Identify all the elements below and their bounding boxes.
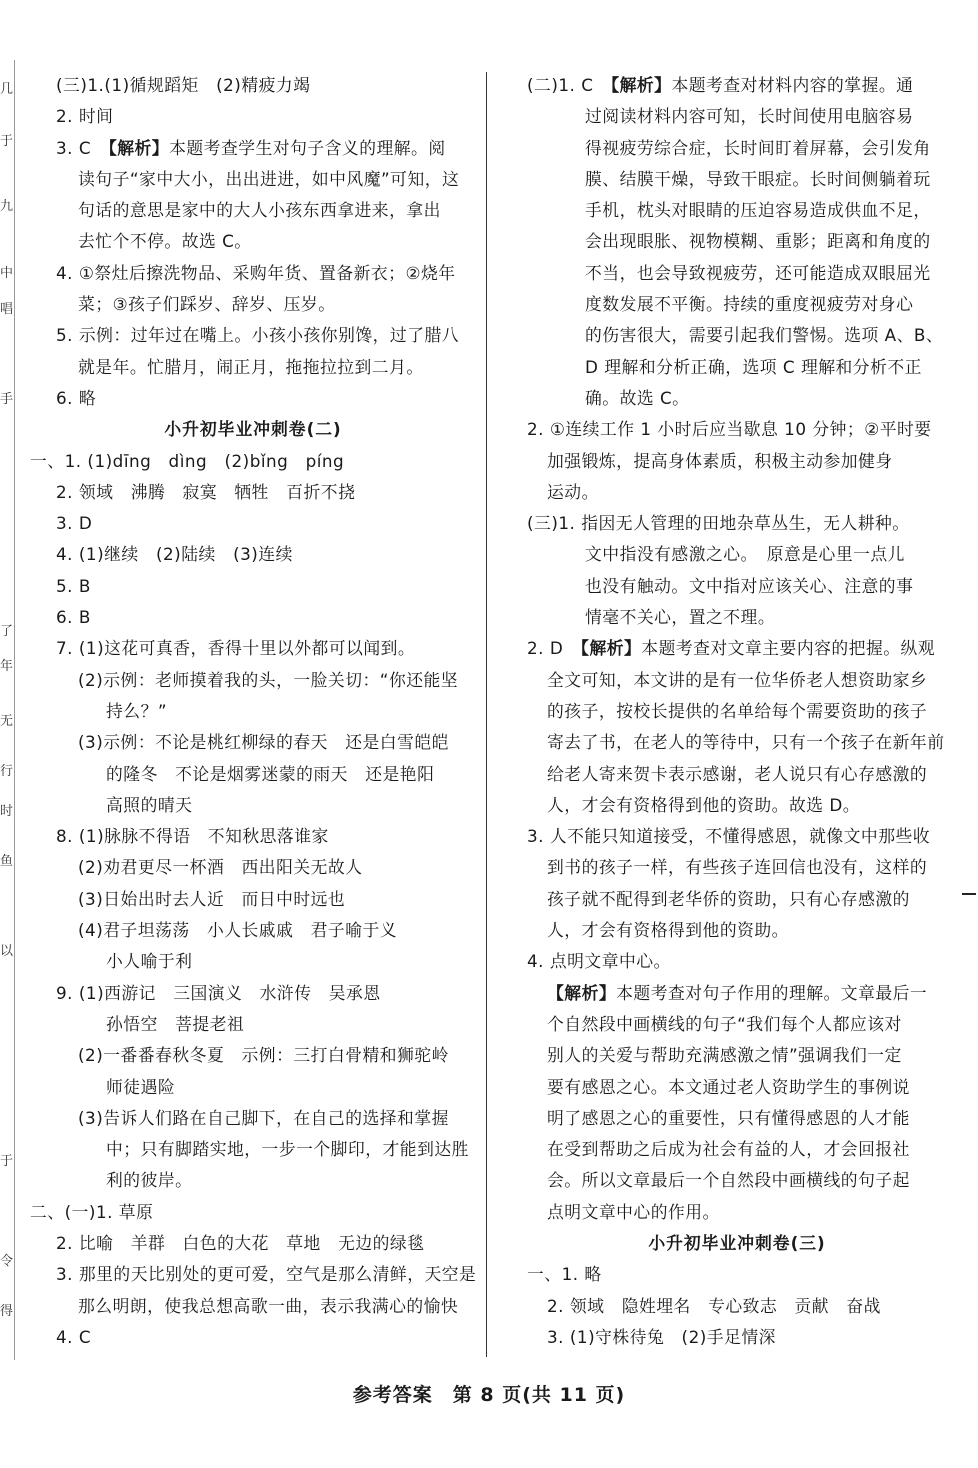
answer-line: 6. B <box>56 607 91 628</box>
edge-mark-char: 行 <box>0 764 14 779</box>
answer-line: 一、1. (1)dīng dìng (2)bǐng píng <box>30 450 345 471</box>
answer-line: 4. 点明文章中心。 <box>527 951 671 972</box>
answer-line: 的隆冬 不论是烟雾迷蒙的雨天 还是艳阳 <box>106 763 435 784</box>
answer-line: 加强锻炼，提高身体素质，积极主动参加健身 <box>547 450 893 471</box>
answer-line: 人，才会有资格得到他的资助。 <box>547 920 789 941</box>
section-title: 小升初毕业冲刺卷(二) <box>164 419 342 440</box>
edge-mark-char: 以 <box>0 944 14 959</box>
answer-line: 会。所以文章最后一个自然段中画横线的句子起 <box>547 1170 910 1191</box>
answer-line: 的孩子，按校长提供的名单给每个需要资助的孩子 <box>547 700 928 721</box>
section-title: 小升初毕业冲刺卷(三) <box>648 1232 826 1253</box>
answer-line: 那么明朗，使我总想高歌一曲，表示我满心的愉快 <box>78 1295 459 1316</box>
answer-line: 人，才会有资格得到他的资助。故选 D。 <box>547 794 861 815</box>
edge-mark-char: 手 <box>0 392 14 407</box>
answer-line: 3. D <box>56 513 93 534</box>
answer-line: 也没有触动。文中指对应该关心、注意的事 <box>585 575 914 596</box>
answer-line: 要有感恩之心。本文通过老人资助学生的事例说 <box>547 1076 910 1097</box>
answer-line: 5. 示例：过年过在嘴上。小孩小孩你别馋，过了腊八 <box>56 325 460 346</box>
answer-line: 2. 时间 <box>56 106 114 127</box>
column-divider <box>486 72 487 1357</box>
answer-line: 2. D 【解析】本题考查对文章主要内容的把握。纵观 <box>527 638 936 659</box>
answer-line: 一、1. 略 <box>527 1264 602 1285</box>
answer-line: 高照的晴天 <box>106 794 193 815</box>
answer-line: 师徒遇险 <box>106 1076 176 1097</box>
answer-line: (二)1. C 【解析】本题考查对材料内容的掌握。通 <box>527 75 914 95</box>
edge-mark-char: 九 <box>0 199 14 214</box>
answer-line: 点明文章中心的作用。 <box>547 1201 720 1222</box>
answer-line: 去忙个不停。故选 C。 <box>78 231 252 252</box>
answer-line: 7. (1)这花可真香，香得十里以外都可以闻到。 <box>56 638 416 659</box>
left-column <box>30 70 476 1353</box>
answer-line: D 理解和分析正确，选项 C 理解和分析不正 <box>585 356 922 377</box>
answer-line: (三)1. 指因无人管理的田地杂草丛生，无人耕种。 <box>527 513 910 534</box>
answer-line: (三)1.(1)循规蹈矩 (2)精疲力竭 <box>56 75 311 95</box>
answer-line: 情毫不关心，置之不理。 <box>585 607 776 628</box>
answer-line: 持么？” <box>106 700 168 721</box>
answer-line: 3. 那里的天比别处的更可爱，空气是那么清鲜，天空是 <box>56 1264 476 1285</box>
answer-line: 6. 略 <box>56 387 97 408</box>
answer-line: 给老人寄来贺卡表示感谢，老人说只有心存感激的 <box>547 763 928 784</box>
answer-line: 二、(一)1. 草原 <box>30 1201 154 1222</box>
edge-mark-char: 于 <box>0 134 14 149</box>
answer-line: 2. ①连续工作 1 小时后应当歇息 10 分钟；②平时要 <box>527 419 932 440</box>
edge-mark-char: 于 <box>0 1154 14 1169</box>
answer-line: 全文可知，本文讲的是有一位华侨老人想资助家乡 <box>547 669 928 690</box>
answer-line: (3)日始出时去人近 而日中时远也 <box>78 888 346 909</box>
edge-mark-char: 了 <box>0 624 14 639</box>
answer-line: (3)告诉人们路在自己脚下，在自己的选择和掌握 <box>78 1107 449 1128</box>
edge-mark-char: 几 <box>0 82 14 97</box>
answer-line: 孙悟空 菩提老祖 <box>106 1013 245 1034</box>
answer-line: 3. (1)守株待兔 (2)手足情深 <box>547 1326 776 1347</box>
answer-line: 在受到帮助之后成为社会有益的人，才会回报社 <box>547 1139 910 1160</box>
answer-line: 就是年。忙腊月，闹正月，拖拖拉拉到二月。 <box>78 356 424 377</box>
answer-line: 孩子就不配得到老华侨的资助，只有心存感激的 <box>547 888 910 909</box>
answer-line: 3. 人不能只知道接受，不懂得感恩，就像文中那些收 <box>527 826 931 847</box>
answer-line: 2. 领域 沸腾 寂寞 牺牲 百折不挠 <box>56 481 356 502</box>
binding-line <box>14 60 15 1360</box>
edge-mark-char: 时 <box>0 804 14 819</box>
answer-line: (3)示例：不论是桃红柳绿的春天 还是白雪皑皑 <box>78 732 449 753</box>
answer-line: 确。故选 C。 <box>585 387 690 408</box>
answer-line: 5. B <box>56 575 91 596</box>
answer-line: 过阅读材料内容可知，长时间使用电脑容易 <box>585 106 914 127</box>
answer-line: 别人的关爱与帮助充满感激之情”强调我们一定 <box>547 1045 902 1066</box>
answer-line: 不当，也会导致视疲劳，还可能造成双眼屈光 <box>585 262 931 283</box>
edge-mark-char: 无 <box>0 714 14 729</box>
answer-line: 4. ①祭灶后擦洗物品、采购年货、置备新衣；②烧年 <box>56 262 456 283</box>
answer-line: 9. (1)西游记 三国演义 水浒传 吴承恩 <box>56 982 381 1003</box>
answer-line: (2)示例：老师摸着我的头，一脸关切：“你还能坚 <box>78 669 459 690</box>
answer-line: 的伤害很大，需要引起我们警惕。选项 A、B、 <box>585 325 944 346</box>
answer-line: 运动。 <box>547 481 599 502</box>
edge-mark-char: 年 <box>0 659 14 674</box>
answer-line: 膜、结膜干燥，导致干眼症。长时间侧躺着玩 <box>585 168 931 189</box>
answer-line: 到书的孩子一样，有些孩子连回信也没有，这样的 <box>547 857 928 878</box>
answer-line: 文中指没有感激之心。 原意是心里一点儿 <box>585 544 905 565</box>
answer-line: 句话的意思是家中的大人小孩东西拿进来，拿出 <box>78 200 441 221</box>
edge-mark-char: 唱 <box>0 302 14 317</box>
answer-line: (4)君子坦荡荡 小人长戚戚 君子喻于义 <box>78 920 398 941</box>
answer-line: 4. (1)继续 (2)陆续 (3)连续 <box>56 544 293 565</box>
right-column <box>527 70 947 1353</box>
answer-line: 2. 比喻 羊群 白色的大花 草地 无边的绿毯 <box>56 1232 425 1253</box>
answer-line: 寄去了书，在老人的等待中，只有一个孩子在新年前 <box>547 732 945 753</box>
answer-line: 中；只有脚踏实地，一步一个脚印，才能到达胜 <box>106 1139 469 1160</box>
answer-line: 小人喻于利 <box>106 951 193 972</box>
answer-line: 【解析】本题考查对句子作用的理解。文章最后一 <box>547 982 928 1003</box>
answer-line: 个自然段中画横线的句子“我们每个人都应该对 <box>547 1013 902 1034</box>
answer-line: 读句子“家中大小，出出进进，如中风魔”可知，这 <box>78 168 460 189</box>
page-footer: 参考答案 第 8 页(共 11 页) <box>352 1384 626 1406</box>
answer-line: 得视疲劳综合症，长时间盯着屏幕，会引发角 <box>585 137 931 158</box>
edge-mark-char: 得 <box>0 1304 14 1319</box>
answer-line: (2)劝君更尽一杯酒 西出阳关无故人 <box>78 857 363 878</box>
answer-line: 手机，枕头对眼睛的压迫容易造成供血不足， <box>585 200 931 221</box>
answer-line: 度数发展不平衡。持续的重度视疲劳对身心 <box>585 294 914 315</box>
answer-line: 利的彼岸。 <box>106 1170 193 1191</box>
answer-line: 8. (1)脉脉不得语 不知秋思落谁家 <box>56 826 329 847</box>
answer-line: 菜；③孩子们踩岁、辞岁、压岁。 <box>78 294 336 315</box>
answer-line: 会出现眼胀、视物模糊、重影；距离和角度的 <box>585 231 931 252</box>
edge-mark-char: 鱼 <box>0 854 14 869</box>
answer-line: 4. C <box>56 1326 92 1347</box>
answer-line: (2)一番番春秋冬夏 示例：三打白骨精和狮驼岭 <box>78 1045 449 1066</box>
edge-mark-char: 中 <box>0 266 14 281</box>
answer-line: 3. C 【解析】本题考查学生对句子含义的理解。阅 <box>56 137 446 158</box>
edge-mark-char: 令 <box>0 1254 14 1269</box>
answer-line: 2. 领域 隐姓埋名 专心致志 贡献 奋战 <box>547 1295 881 1316</box>
answer-line: 明了感恩之心的重要性，只有懂得感恩的人才能 <box>547 1107 910 1128</box>
right-edge-mark <box>962 893 976 895</box>
